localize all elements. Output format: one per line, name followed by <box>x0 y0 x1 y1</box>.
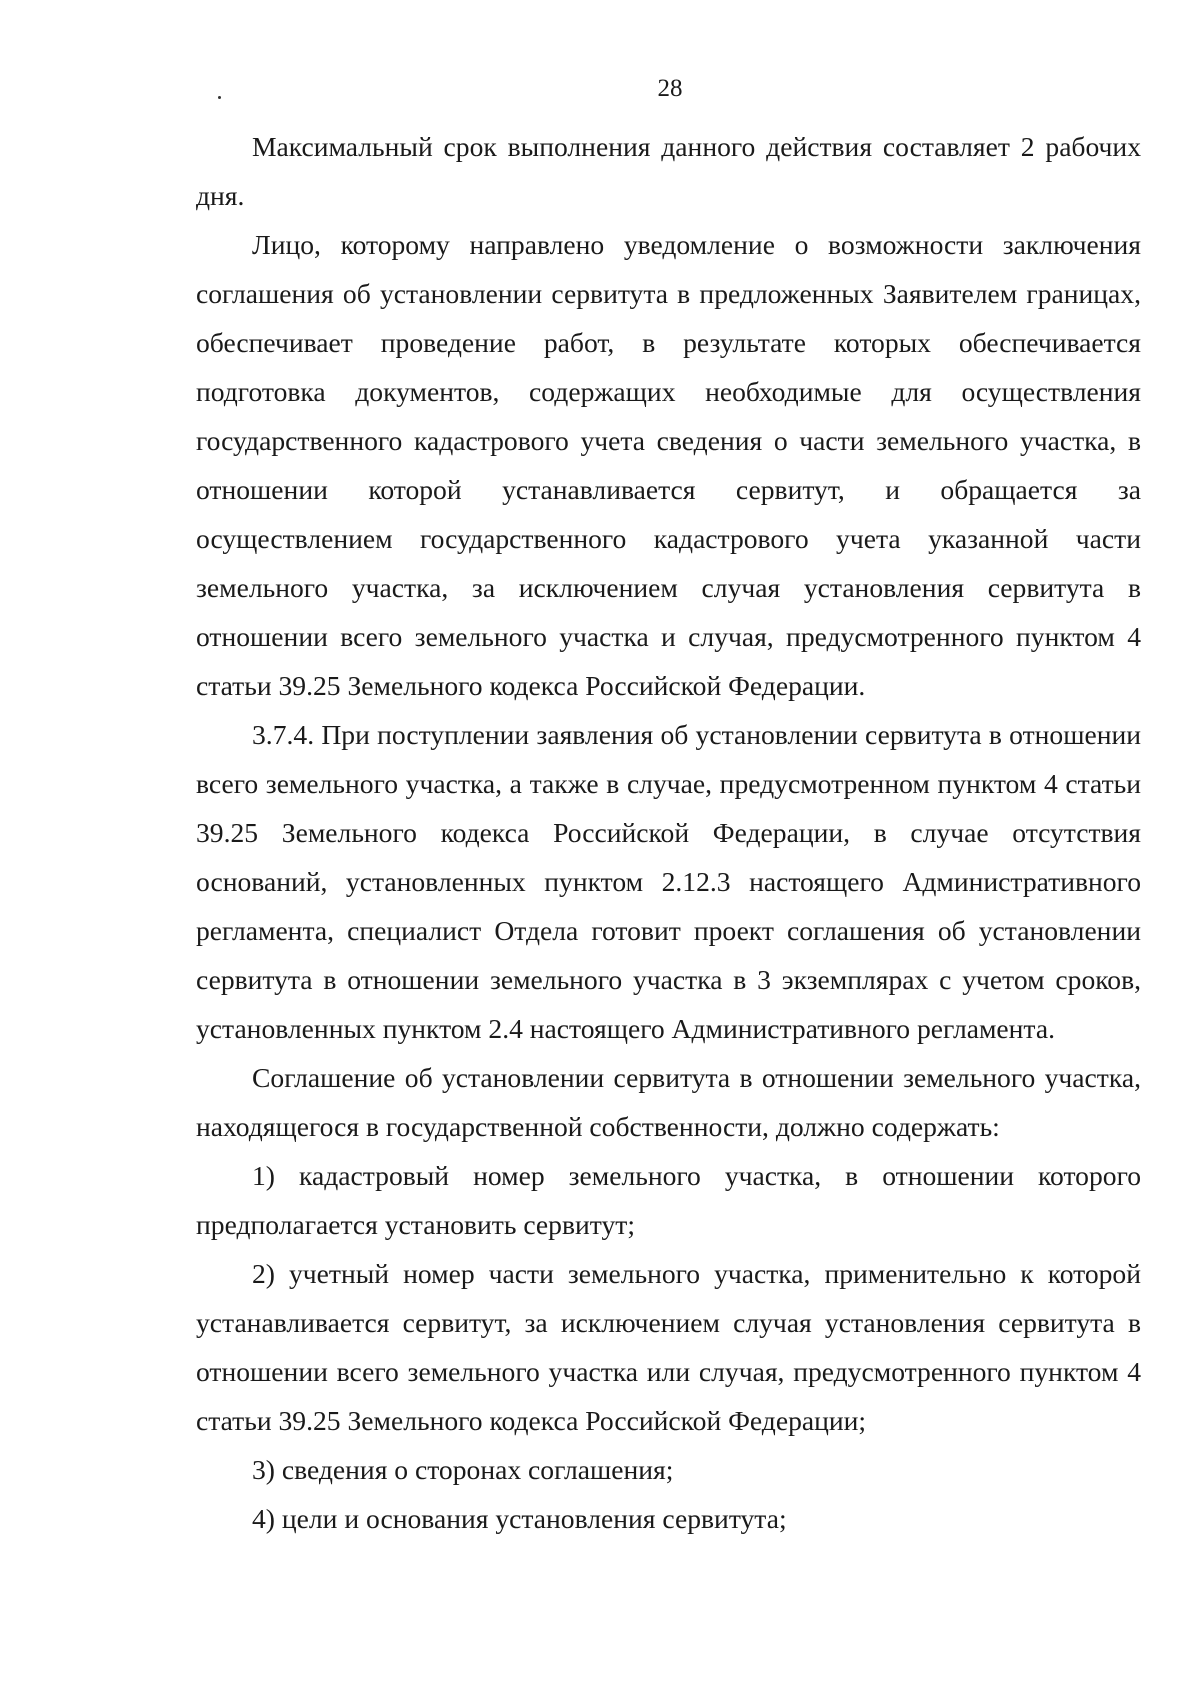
page-number: 28 <box>657 75 683 102</box>
paragraph-deadline: Максимальный срок выполнения данного действия составляет 2 рабочих дня. <box>196 131 1141 211</box>
list-item-1: 1) кадастровый номер земельного участка, в отношении которого предполагается установить сервитут; <box>196 1160 1141 1240</box>
list-item-2: 2) учетный номер части земельного участка, применительно к которой устанавливается сервитут, за исключением случая установления сервитута в отношении всего земельного участка или случая, предусмотренного пунктом 4 статьи 39.25 Земельного кодекса Российской Федерации; <box>196 1258 1141 1436</box>
list-item-3: 3) сведения о сторонах соглашения; <box>252 1454 674 1485</box>
paragraph-notification-recipient: Лицо, которому направлено уведомление о возможности заключения соглашения об установлении сервитута в предложенных Заявителем границах, обеспечивает проведение работ, в результате которых обеспечивается подготовка документов, содержащих необходимые для осуществления государственного кадастрового учета сведения о части земельного участка, в отношении которой устанавливается сервитут, и обращается за осуществлением государственного кадастрового учета указанной части земельного участка, за исключением случая установления сервитута в отношении всего земельного участка и случая, предусмотренного пунктом 4 статьи 39.25 Земельного кодекса Российской Федерации. <box>196 229 1141 701</box>
list-item-4: 4) цели и основания установления сервитута; <box>252 1503 787 1534</box>
paragraph-agreement-contents: Соглашение об установлении сервитута в отношении земельного участка, находящегося в государственной собственности, должно содержать: <box>196 1062 1141 1142</box>
paragraph-3-7-4: 3.7.4. При поступлении заявления об установлении сервитута в отношении всего земельного участка, а также в случае, предусмотренном пунктом 4 статьи 39.25 Земельного кодекса Российской Федерации, в случае отсутствия оснований, установленных пунктом 2.12.3 настоящего Административного регламента, специалист Отдела готовит проект соглашения об установлении сервитута в отношении земельного участка в 3 экземплярах с учетом сроков, установленных пунктом 2.4 настоящего Административного регламента. <box>196 719 1141 1044</box>
document-body <box>196 122 1141 1543</box>
